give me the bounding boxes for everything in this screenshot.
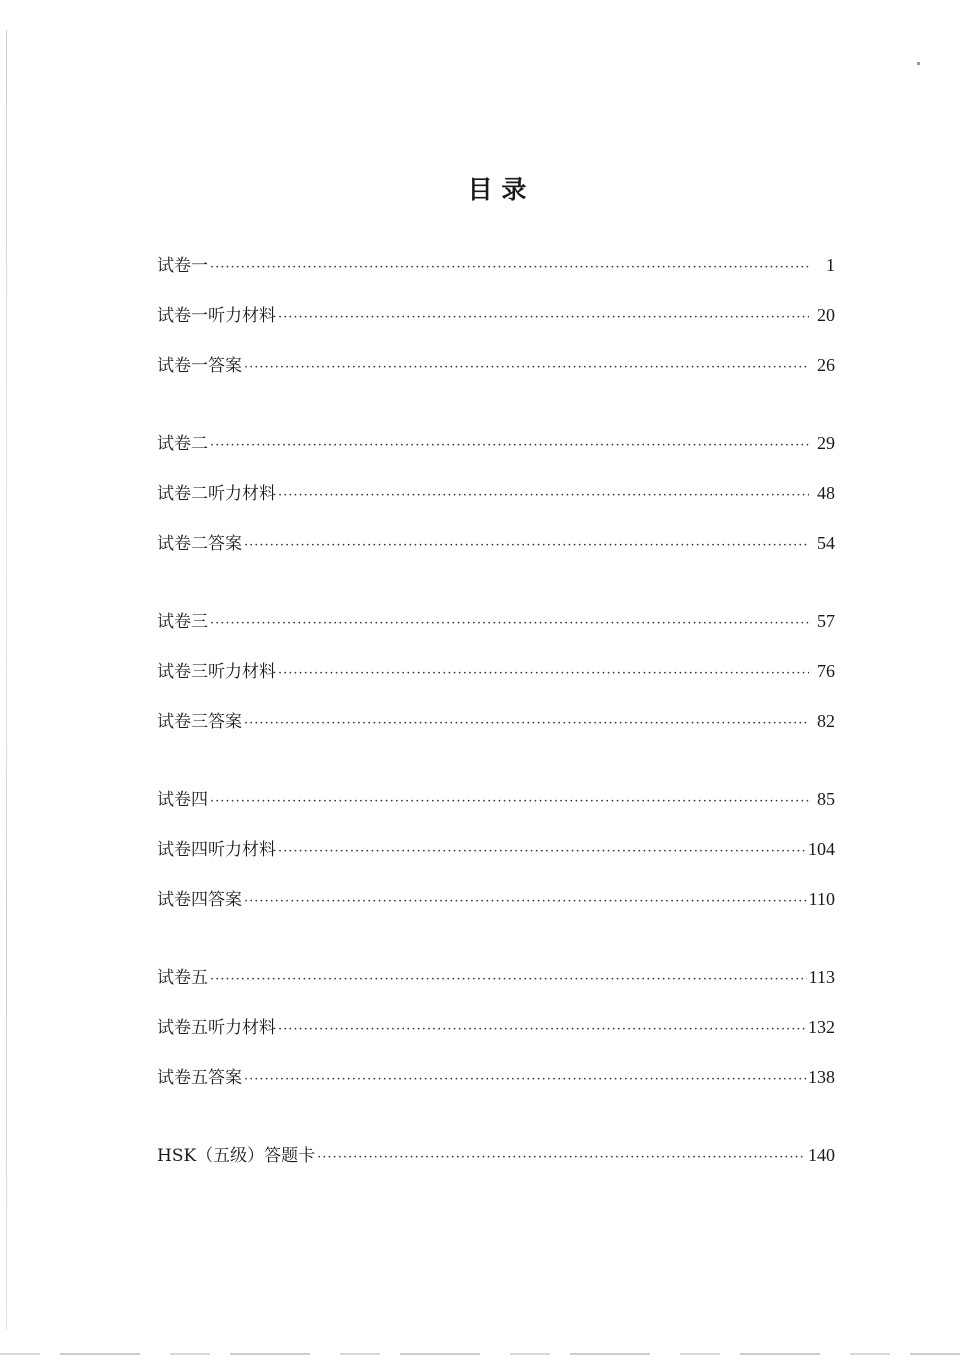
toc-dot-leader [210,433,809,459]
toc-entry-label: 试卷二听力材料 [157,484,276,504]
toc-entry-page: 26 [817,355,835,375]
toc-entry-label: 试卷二 [157,434,208,454]
toc-dot-leader [210,255,809,281]
toc-entry-page: 113 [808,967,835,987]
toc-dot-leader [244,1067,806,1093]
toc-entry-label: HSK（五级）答题卡 [157,1146,316,1166]
toc-entry[interactable] [157,252,835,278]
toc-dot-leader [278,839,806,865]
toc-dot-leader [244,533,809,559]
toc-entry-label: 试卷四听力材料 [157,840,276,860]
toc-entry-label: 试卷二答案 [157,534,242,554]
scan-speck [917,62,920,65]
toc-entry[interactable] [157,964,835,990]
toc-entry-page: 29 [817,433,835,453]
toc-dot-leader [244,889,807,915]
toc-entry-label: 试卷一答案 [157,356,242,376]
toc-dot-leader [317,1145,806,1171]
toc-entry[interactable] [157,480,835,506]
toc-entry[interactable] [157,708,835,734]
toc-entry-page: 138 [808,1067,835,1087]
toc-entry-page: 48 [817,483,835,503]
page-title: 目 录 [467,175,527,204]
toc-entry[interactable] [157,430,835,456]
toc-entry-page: 54 [817,533,835,553]
toc-entry-label: 试卷四答案 [157,890,242,910]
toc-entry-page: 85 [817,789,835,809]
toc-entry-page: 104 [808,839,835,859]
toc-dot-leader [244,355,809,381]
toc-entry-page: 1 [826,255,835,275]
toc-entry[interactable] [157,1142,835,1168]
scan-edge-bottom [0,1353,960,1355]
toc-entry[interactable] [157,658,835,684]
toc-entry[interactable] [157,302,835,328]
toc-dot-leader [278,305,809,331]
toc-dot-leader [278,483,809,509]
toc-entry[interactable] [157,1064,835,1090]
toc-entry[interactable] [157,786,835,812]
toc-dot-leader [278,661,809,687]
toc-dot-leader [278,1017,806,1043]
toc-entry-label: 试卷五听力材料 [157,1018,276,1038]
toc-dot-leader [210,789,809,815]
toc-entry-label: 试卷四 [157,790,208,810]
toc-entry[interactable] [157,530,835,556]
toc-dot-leader [244,711,809,737]
toc-dot-leader [210,611,809,637]
toc-entry[interactable] [157,886,835,912]
toc-entry[interactable] [157,836,835,862]
toc-entry-label: 试卷一 [157,256,208,276]
toc-entry-label: 试卷一听力材料 [157,306,276,326]
toc-entry-page: 57 [817,611,835,631]
toc-entry[interactable] [157,1014,835,1040]
toc-entry-label: 试卷三 [157,612,208,632]
toc-entry-page: 20 [817,305,835,325]
toc-entry[interactable] [157,352,835,378]
toc-entry-page: 132 [808,1017,835,1037]
toc-entry[interactable] [157,608,835,634]
toc-entry-label: 试卷三听力材料 [157,662,276,682]
toc-entry-label: 试卷五答案 [157,1068,242,1088]
toc-entry-label: 试卷五 [157,968,208,988]
toc-entry-page: 110 [808,889,835,909]
toc-entry-page: 76 [817,661,835,681]
toc-entry-page: 140 [808,1145,835,1165]
scan-edge-left [6,30,7,1330]
toc-entry-label: 试卷三答案 [157,712,242,732]
toc-dot-leader [210,967,807,993]
toc-entry-page: 82 [817,711,835,731]
